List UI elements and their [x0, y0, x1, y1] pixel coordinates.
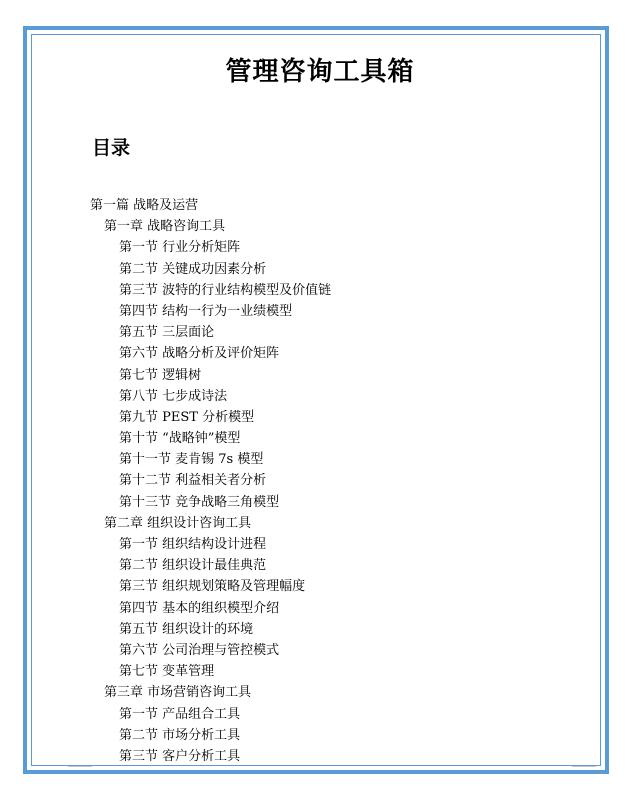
toc-entry-section[interactable]: 第十三节 竞争战略三角模型: [119, 494, 280, 510]
toc-entry-section[interactable]: 第十节 “战略钟”模型: [119, 431, 241, 447]
table-of-contents: [90, 195, 331, 767]
toc-heading: 目录: [92, 137, 131, 159]
toc-entry-section[interactable]: 第二节 组织设计最佳典范: [119, 558, 267, 574]
toc-entry-section[interactable]: 第五节 组织设计的环境: [119, 621, 254, 637]
toc-entry-section[interactable]: 第十二节 利益相关者分析: [119, 473, 267, 489]
toc-entry-section[interactable]: 第八节 七步成诗法: [119, 388, 228, 404]
toc-entry-section[interactable]: 第一节 行业分析矩阵: [119, 240, 241, 256]
corner-mark-right: [572, 766, 596, 767]
toc-entry-section[interactable]: 第三节 客户分析工具: [119, 748, 241, 764]
toc-entry-section[interactable]: 第七节 逻辑树: [119, 367, 202, 383]
toc-entry-chapter[interactable]: 第一章 战略咨询工具: [104, 219, 226, 235]
toc-entry-section[interactable]: 第三节 波特的行业结构模型及价值链: [119, 282, 332, 298]
toc-entry-section[interactable]: 第四节 基本的组织模型介绍: [119, 600, 280, 616]
toc-entry-section[interactable]: 第十一节 麦肯锡 7s 模型: [119, 452, 264, 468]
toc-entry-section[interactable]: 第七节 变革管理: [119, 664, 215, 680]
toc-entry-section[interactable]: 第一节 产品组合工具: [119, 706, 241, 722]
toc-entry-chapter[interactable]: 第三章 市场营销咨询工具: [104, 685, 252, 701]
document-title: 管理咨询工具箱: [225, 57, 415, 87]
toc-entry-section[interactable]: 第九节 PEST 分析模型: [119, 409, 255, 425]
toc-entry-section[interactable]: 第四节 结构一行为一业绩模型: [119, 303, 293, 319]
corner-mark-left: [68, 766, 92, 767]
toc-entry-part[interactable]: 第一篇 战略及运营: [90, 198, 199, 213]
toc-entry-section[interactable]: 第一节 组织结构设计进程: [119, 537, 267, 552]
toc-entry-chapter[interactable]: 第二章 组织设计咨询工具: [104, 515, 252, 531]
toc-entry-section[interactable]: 第五节 三层面论: [119, 325, 215, 341]
toc-entry-section[interactable]: 第二节 关键成功因素分析: [119, 261, 267, 277]
toc-entry-section[interactable]: 第六节 战略分析及评价矩阵: [119, 346, 280, 362]
toc-entry-section[interactable]: 第六节 公司治理与管控模式: [119, 642, 280, 658]
toc-entry-section[interactable]: 第二节 市场分析工具: [119, 727, 241, 743]
toc-entry-section[interactable]: 第三节 组织规划策略及管理幅度: [119, 579, 306, 595]
